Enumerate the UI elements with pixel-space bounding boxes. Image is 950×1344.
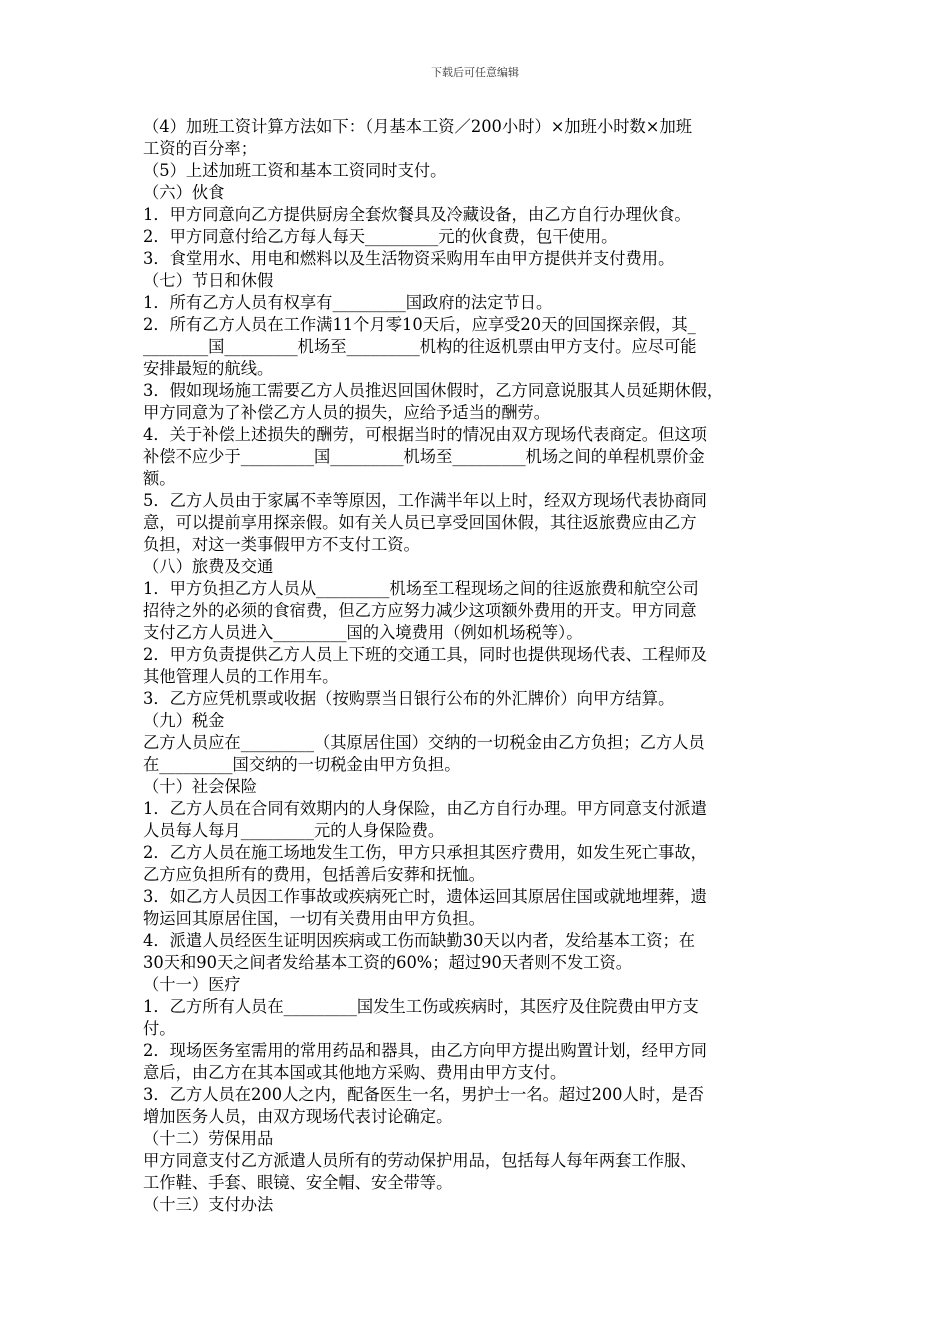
text-line: 4．派遣人员经医生证明因疾病或工伤而缺勤30天以内者，发给基本工资；在 (143, 931, 696, 950)
text-line: 乙方应负担所有的费用，包括善后安葬和抚恤。 (143, 865, 485, 884)
text-line: 1．乙方所有人员在_________国发生工伤或疾病时，其医疗及住院费由甲方支 (143, 997, 699, 1016)
text-line: 负担，对这一类事假甲方不支付工资。 (143, 535, 420, 554)
text-line: 招待之外的必须的食宿费，但乙方应努力减少这项额外费用的开支。甲方同意 (143, 601, 697, 620)
text-line: （九）税金 (143, 711, 225, 730)
text-line: （十一）医疗 (143, 975, 241, 994)
text-line: 1．乙方人员在合同有效期内的人身保险，由乙方自行办理。甲方同意支付派遣 (143, 799, 707, 818)
text-line: 3．假如现场施工需要乙方人员推迟回国休假时，乙方同意说服其人员延期休假， (143, 381, 724, 400)
text-line: 2．所有乙方人员在工作满11个月零10天后，应享受20天的回国探亲假，其_ (143, 315, 696, 334)
text-line: （八）旅费及交通 (143, 557, 274, 576)
text-line: ________国_________机场至_________机构的往返机票由甲方支付。应尽可能 (143, 337, 697, 356)
text-line: （十）社会保险 (143, 777, 257, 796)
text-line: （十三）支付办法 (143, 1195, 274, 1214)
text-line: 增加医务人员，由双方现场代表讨论确定。 (143, 1107, 453, 1126)
text-line: 乙方人员应在_________（其原居住国）交纳的一切税金由乙方负担；乙方人员 (143, 733, 705, 752)
text-line: 甲方同意支付乙方派遣人员所有的劳动保护用品，包括每人每年两套工作服、 (143, 1151, 697, 1170)
text-line: 支付乙方人员进入_________国的入境费用（例如机场税等）。 (143, 623, 583, 642)
text-line: （六）伙食 (143, 183, 225, 202)
text-line: 安排最短的航线。 (143, 359, 274, 378)
text-line: 3．如乙方人员因工作事故或疾病死亡时，遗体运回其原居住国或就地埋葬，遗 (143, 887, 707, 906)
text-line: 3．乙方人员在200人之内，配备医生一名，男护士一名。超过200人时，是否 (143, 1085, 704, 1104)
text-line: 1．甲方同意向乙方提供厨房全套炊餐具及冷藏设备，由乙方自行办理伙食。 (143, 205, 691, 224)
text-line: 工作鞋、手套、眼镜、安全帽、安全带等。 (143, 1173, 453, 1192)
text-line: 意后，由乙方在其本国或其他地方采购、费用由甲方支付。 (143, 1063, 567, 1082)
text-line: 补偿不应少于_________国_________机场至_________机场之间的单程机票价金 (143, 447, 705, 466)
text-line: 2．甲方同意付给乙方每人每天_________元的伙食费，包干使用。 (143, 227, 618, 246)
text-line: 在_________国交纳的一切税金由甲方负担。 (143, 755, 461, 774)
page-header: 下载后可任意编辑 (431, 66, 519, 79)
text-line: 付。 (143, 1019, 176, 1038)
text-line: 3．食堂用水、用电和燃料以及生活物资采购用车由甲方提供并支付费用。 (143, 249, 675, 268)
text-line: 物运回其原居住国，一切有关费用由甲方负担。 (143, 909, 485, 928)
text-line: 1．甲方负担乙方人员从_________机场至工程现场之间的往返旅费和航空公司 (143, 579, 699, 598)
text-line: 工资的百分率； (143, 139, 257, 158)
document-body (143, 116, 813, 1216)
text-line: 30天和90天之间者发给基本工资的60%；超过90天者则不发工资。 (143, 953, 633, 972)
text-line: 甲方同意为了补偿乙方人员的损失，应给予适当的酬劳。 (143, 403, 551, 422)
text-line: 意，可以提前享用探亲假。如有关人员已享受回国休假，其往返旅费应由乙方 (143, 513, 697, 532)
text-line: 2．乙方人员在施工场地发生工伤，甲方只承担其医疗费用，如发生死亡事故， (143, 843, 707, 862)
text-line: 其他管理人员的工作用车。 (143, 667, 339, 686)
text-line: 1．所有乙方人员有权享有_________国政府的法定节日。 (143, 293, 553, 312)
text-line: （十二）劳保用品 (143, 1129, 274, 1148)
text-line: 人员每人每月_________元的人身保险费。 (143, 821, 445, 840)
text-line: 2．现场医务室需用的常用药品和器具，由乙方向甲方提出购置计划，经甲方同 (143, 1041, 707, 1060)
text-line: 2．甲方负责提供乙方人员上下班的交通工具，同时也提供现场代表、工程师及 (143, 645, 707, 664)
text-line: （七）节日和休假 (143, 271, 274, 290)
text-line: 额。 (143, 469, 176, 488)
text-line: 4．关于补偿上述损失的酬劳，可根据当时的情况由双方现场代表商定。但这项 (143, 425, 707, 444)
text-line: （4）加班工资计算方法如下：（月基本工资／200小时）×加班小时数×加班 (143, 117, 693, 136)
text-line: 3．乙方应凭机票或收据（按购票当日银行公布的外汇牌价）向甲方结算。 (143, 689, 675, 708)
text-line: （5）上述加班工资和基本工资同时支付。 (143, 161, 447, 180)
text-line: 5．乙方人员由于家属不幸等原因，工作满半年以上时，经双方现场代表协商同 (143, 491, 707, 510)
